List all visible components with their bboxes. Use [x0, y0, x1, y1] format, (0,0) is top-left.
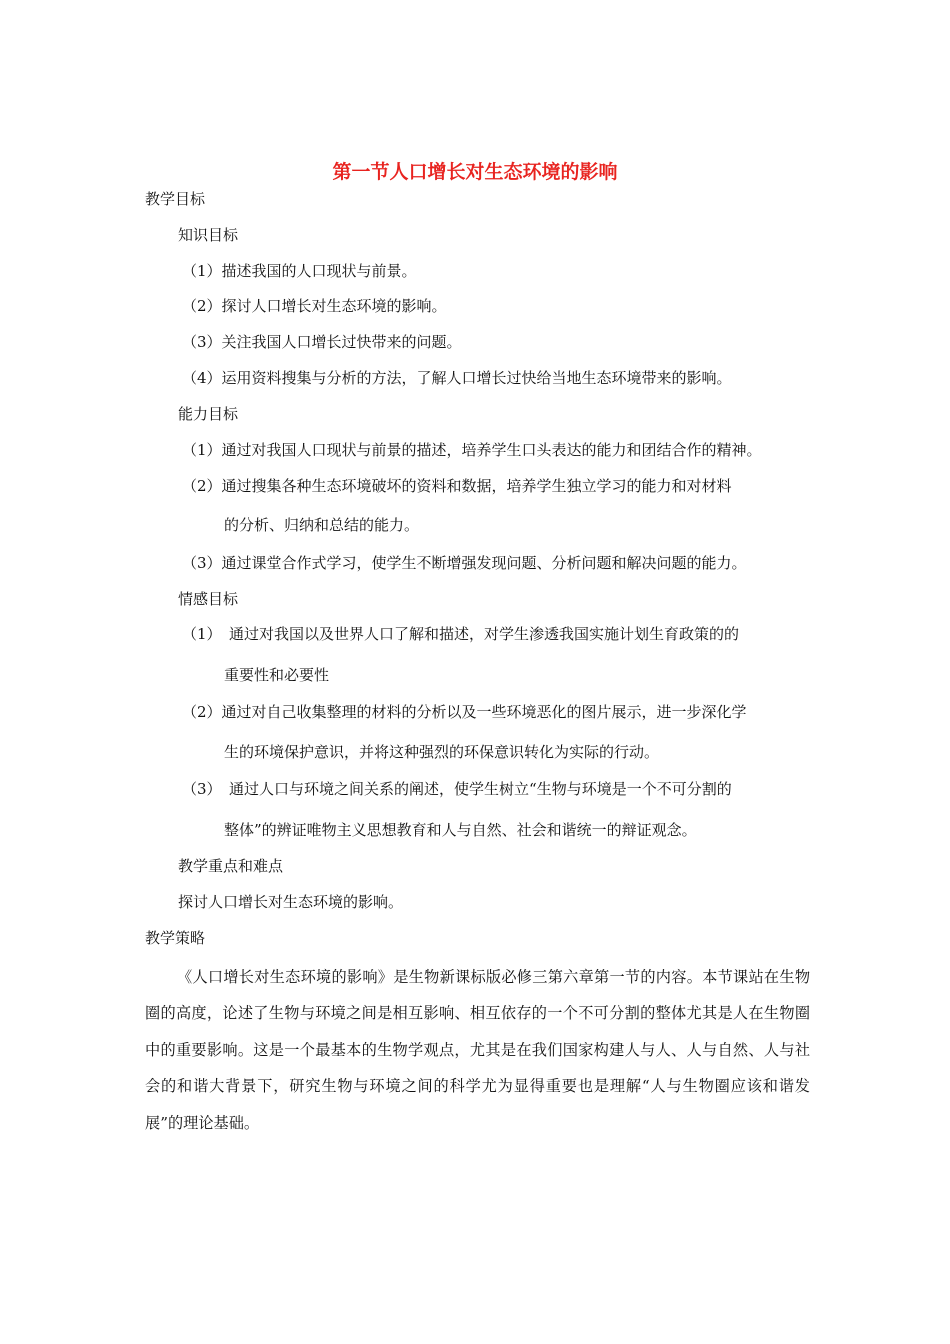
- document-title: 第一节人口增长对生态环境的影响: [332, 161, 618, 183]
- heading-key-points: 教学重点和难点: [178, 857, 284, 875]
- knowledge-item-4: （4）运用资料搜集与分析的方法，了解人口增长过快给当地生态环境带来的影响。: [182, 369, 732, 387]
- knowledge-item-2: （2）探讨人口增长对生态环境的影响。: [182, 297, 447, 315]
- heading-teaching-goals: 教学目标: [145, 190, 206, 208]
- heading-knowledge-goals: 知识目标: [178, 226, 239, 244]
- ability-item-1: （1）通过对我国人口现状与前景的描述，培养学生口头表达的能力和团结合作的精神。: [182, 441, 762, 459]
- heading-emotion-goals: 情感目标: [178, 590, 239, 608]
- emotion-item-1-continued: 重要性和必要性: [224, 666, 330, 684]
- key-points-text: 探讨人口增长对生态环境的影响。: [178, 893, 404, 911]
- ability-item-2-continued: 的分析、归纳和总结的能力。: [224, 516, 420, 534]
- knowledge-item-1: （1）描述我国的人口现状与前景。: [182, 262, 417, 280]
- heading-ability-goals: 能力目标: [178, 405, 239, 423]
- emotion-item-2-continued: 生的环境保护意识，并将这种强烈的环保意识转化为实际的行动。: [224, 743, 660, 761]
- emotion-item-1: （1） 通过对我国以及世界人口了解和描述，对学生渗透我国实施计划生育政策的的: [182, 625, 740, 643]
- emotion-item-2: （2）通过对自己收集整理的材料的分析以及一些环境恶化的图片展示，进一步深化学: [182, 703, 747, 721]
- ability-item-2: （2）通过搜集各种生态环境破坏的资料和数据，培养学生独立学习的能力和对材料: [182, 477, 732, 495]
- heading-teaching-strategy: 教学策略: [145, 929, 206, 947]
- emotion-item-3-continued: 整体”的辨证唯物主义思想教育和人与自然、社会和谐统一的辩证观念。: [224, 821, 697, 839]
- knowledge-item-3: （3）关注我国人口增长过快带来的问题。: [182, 333, 462, 351]
- strategy-paragraph: 《人口增长对生态环境的影响》是生物新课标版必修三第六章第一节的内容。本节课站在生物圈的高度，论述了生物与环境之间是相互影响、相互依存的一个不可分割的整体尤其是人在生物圈中的重要影响。这是一个最基本的生物学观点，尤其是在我们国家构建人与人、人与自然、人与社会的和谐大背景下，研究生物与环境之间的科学尤为显得重要也是理解“人与生物圈应该和谐发展”的理论基础。: [145, 968, 810, 1132]
- ability-item-3: （3）通过课堂合作式学习，使学生不断增强发现问题、分析问题和解决问题的能力。: [182, 554, 747, 572]
- emotion-item-3: （3） 通过人口与环境之间关系的阐述，使学生树立“生物与环境是一个不可分割的: [182, 780, 732, 798]
